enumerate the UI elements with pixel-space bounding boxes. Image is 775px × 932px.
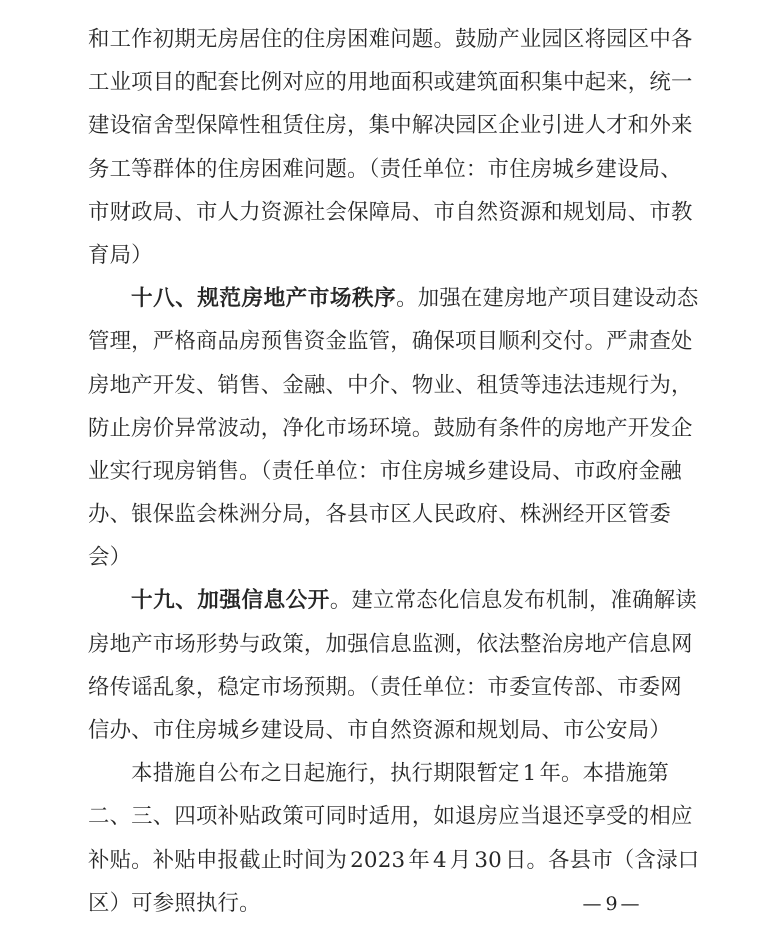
body-line: 务工等群体的住房困难问题。（责任单位：市住房城乡建设局、 xyxy=(88,156,682,182)
body-line: 和工作初期无房居住的住房困难问题。鼓励产业园区将园区中各 xyxy=(88,27,693,52)
closing-text-a: 本措施自公布之日起施行，执行期限暂定 xyxy=(131,761,520,787)
duration-value: 1 xyxy=(522,761,537,787)
body-line xyxy=(88,752,688,795)
page-number-footer xyxy=(0,893,775,915)
body-line: 办、银保监会株洲分局，各县市区人民政府、株洲经开区管委 xyxy=(88,502,671,528)
section-heading-18-tail: 。加强在建房地产项目建设动态 xyxy=(396,286,699,312)
body-line: 房地产开发、销售、金融、中介、物业、租赁等违法违规行为， xyxy=(88,372,693,398)
closing-text-b: 年。本措施第 xyxy=(539,761,669,787)
section-heading-19-tail: 。建立常态化信息发布机制，准确解读 xyxy=(329,588,697,614)
body-line: 育局） xyxy=(88,242,153,268)
body-line: 工业项目的配套比例对应的用地面积或建筑面积集中起来，统一 xyxy=(88,70,693,96)
page-dash-right-icon: — xyxy=(620,893,641,915)
page-number-value: 9 xyxy=(605,893,618,915)
document-body xyxy=(88,18,700,925)
deadline-year-label: 年 xyxy=(408,847,430,873)
section-heading-18: 十八、规范房地产市场秩序 xyxy=(131,286,397,312)
section-heading-line xyxy=(88,277,699,320)
page-dash-left-icon: — xyxy=(582,893,603,915)
body-line: 防止房价异常波动，净化市场环境。鼓励有条件的房地产开发企 xyxy=(88,415,693,441)
body-line: 络传谣乱象，稳定市场预期。（责任单位：市委宣传部、市委网 xyxy=(88,674,682,700)
section-heading-line xyxy=(88,579,697,622)
deadline-month-label: 月 xyxy=(449,847,472,873)
deadline-day: 30 xyxy=(474,847,502,873)
deadline-month: 4 xyxy=(432,847,447,873)
body-line: 市财政局、市人力资源社会保障局、市自然资源和规划局、市教 xyxy=(88,199,693,225)
body-line xyxy=(88,839,700,882)
deadline-text-d: 日。各县市（含渌口 xyxy=(504,847,700,873)
body-line: 房地产市场形势与政策，加强信息监测，依法整治房地产信息网 xyxy=(88,631,693,657)
body-line: 区）可参照执行。 xyxy=(88,890,261,916)
section-heading-19: 十九、加强信息公开 xyxy=(131,588,330,614)
body-line: 建设宿舍型保障性租赁住房，集中解决园区企业引进人才和外来 xyxy=(88,113,693,139)
body-line: 会） xyxy=(88,545,132,571)
body-line: 管理，严格商品房预售资金监管，确保项目顺利交付。严肃查处 xyxy=(88,329,693,355)
body-line: 信办、市住房城乡建设局、市自然资源和规划局、市公安局） xyxy=(88,718,671,743)
deadline-text-a: 补贴。补贴申报截止时间为 xyxy=(88,847,348,873)
body-line: 业实行现房销售。（责任单位：市住房城乡建设局、市政府金融 xyxy=(88,458,682,484)
deadline-year: 2023 xyxy=(350,847,406,873)
body-line: 二、三、四项补贴政策可同时适用，如退房应当退还享受的相应 xyxy=(88,804,693,830)
page-number-inner xyxy=(134,893,640,915)
